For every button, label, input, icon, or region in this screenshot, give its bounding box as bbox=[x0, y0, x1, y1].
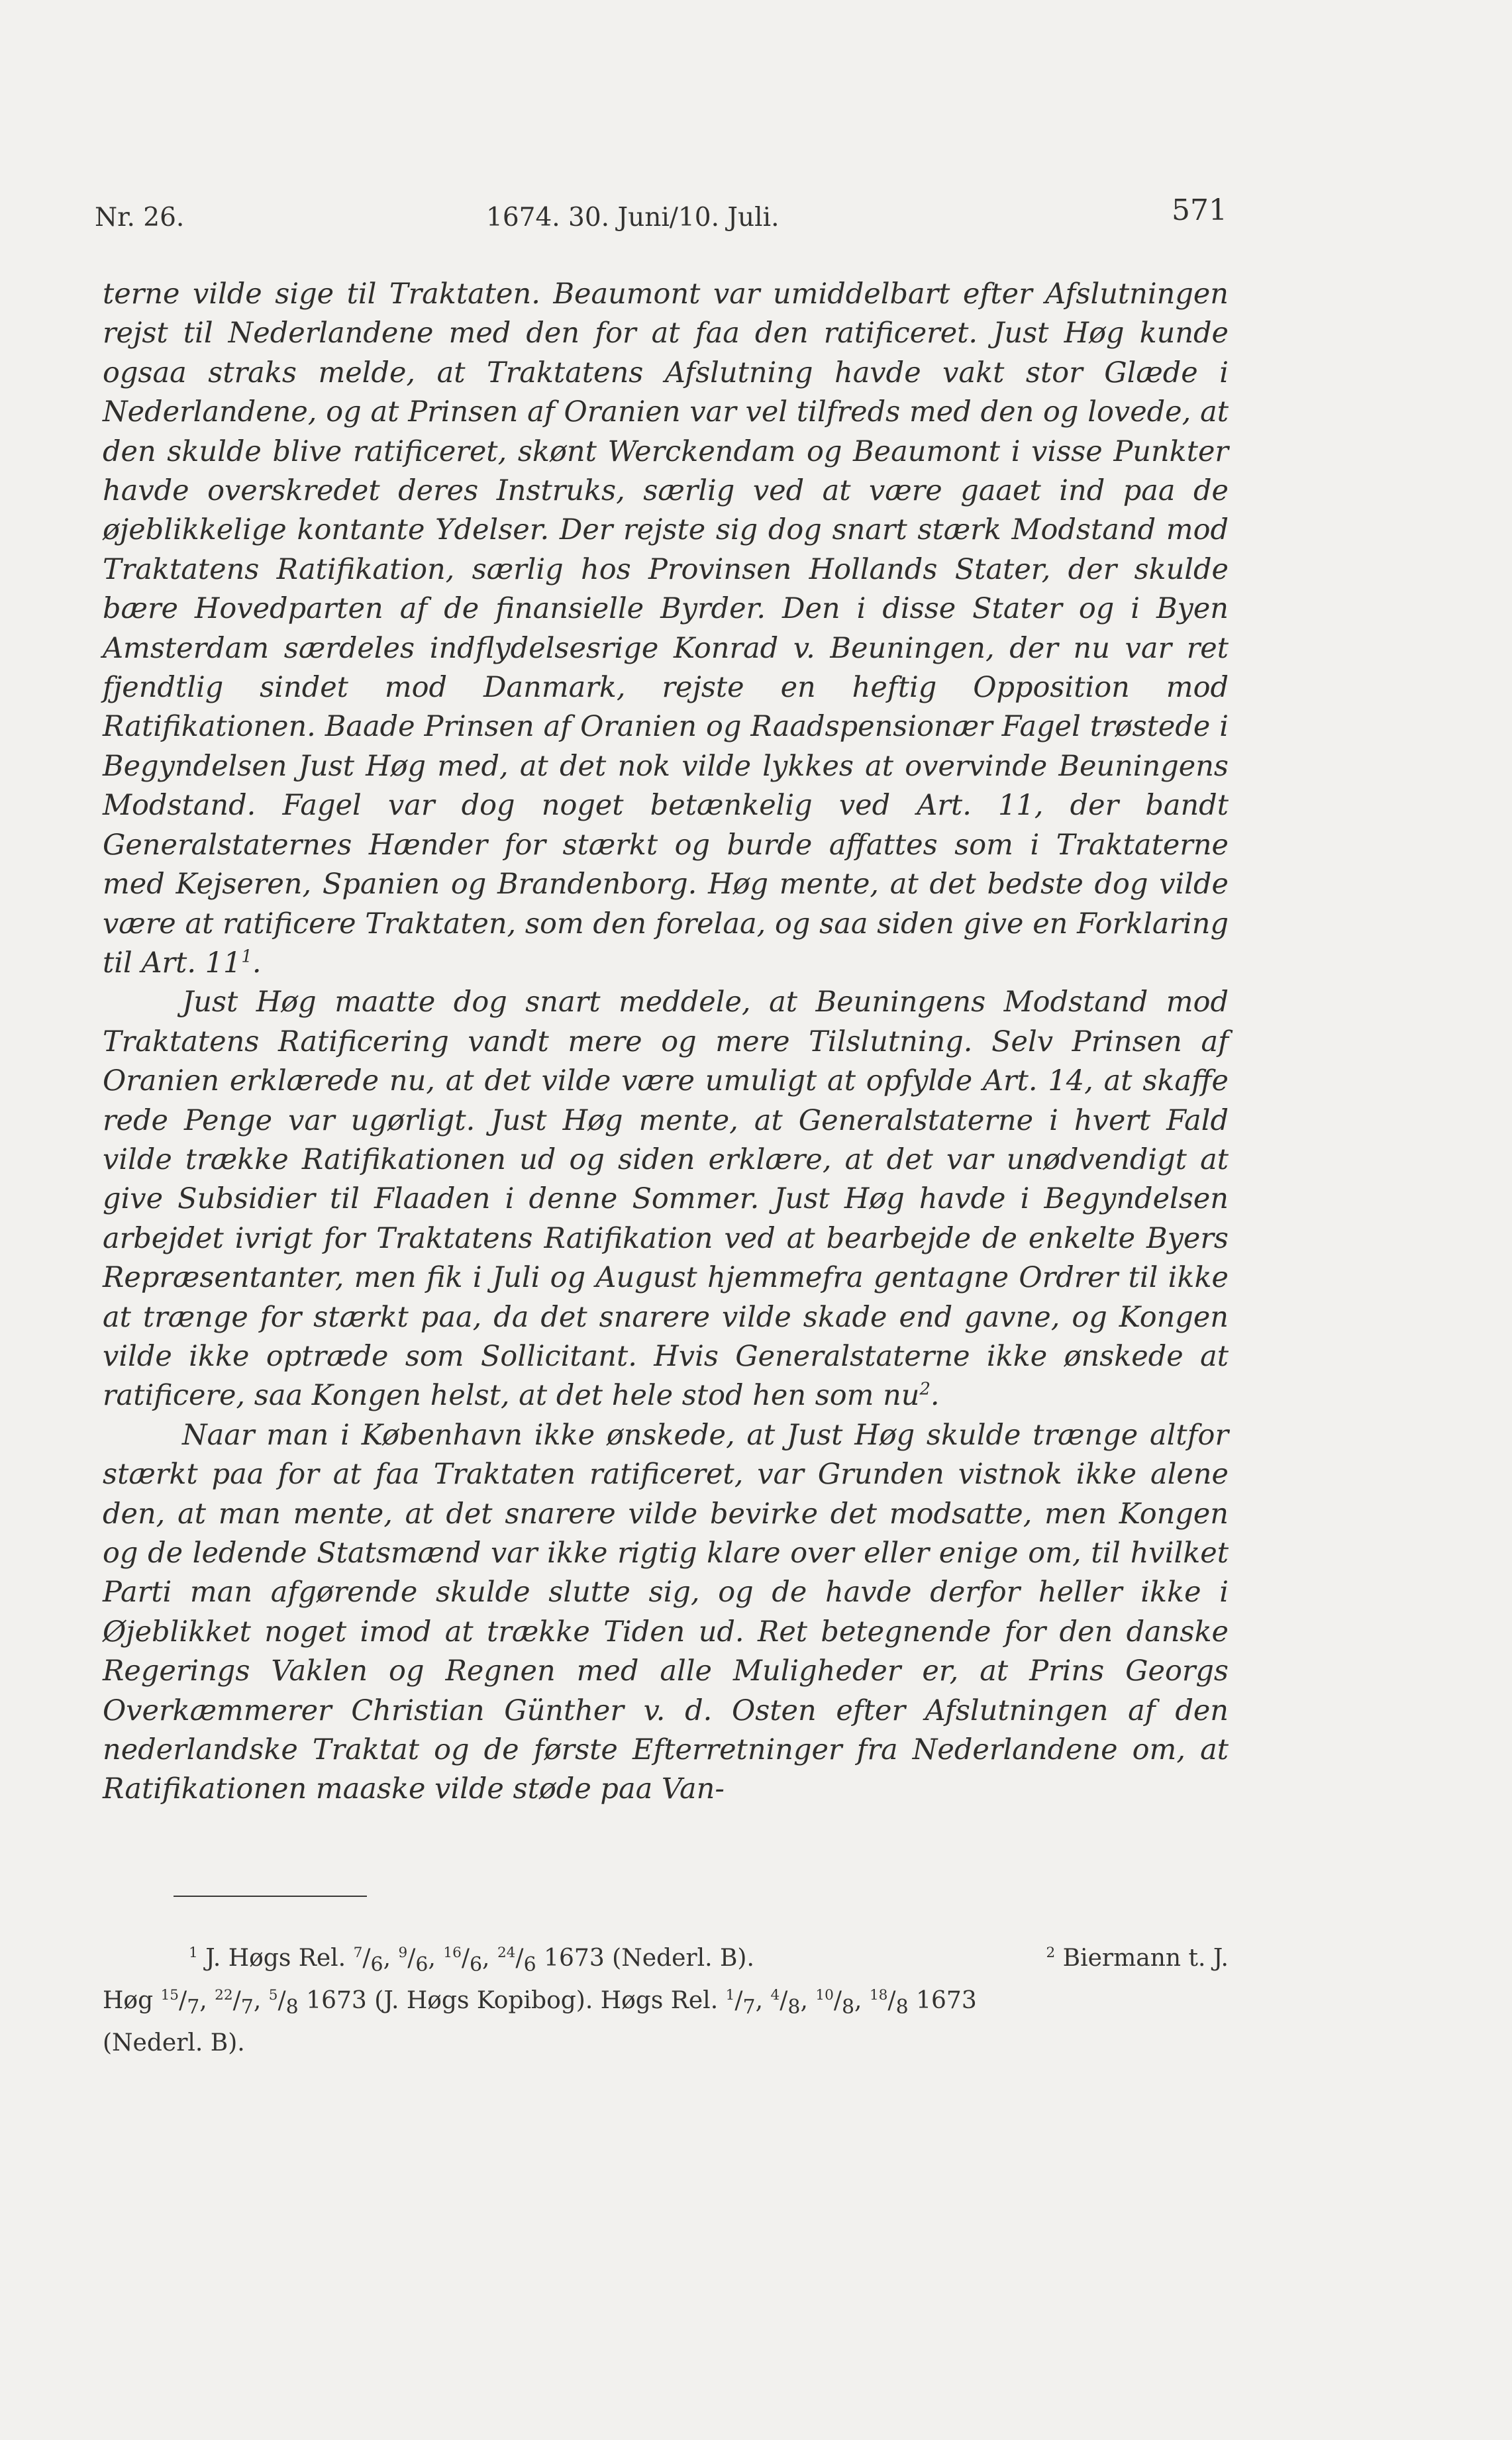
header-date: 1674. 30. Juni/10. Juli. bbox=[486, 203, 780, 232]
main-text bbox=[103, 275, 1229, 1809]
issue-number: Nr. 26. bbox=[95, 203, 185, 232]
footnote-2: Høg $^{15}/_7$, $^{22}/_7$, $^5/_8$ 1673 (J. Høgs Kopibog). Høgs Rel. $^1/_7$, $^4/_8$, $^{10}/_8$, $^{18}/_8$ 1673 bbox=[103, 1987, 977, 2019]
footnote-ref-2: 2 bbox=[919, 1380, 931, 1400]
footnotes bbox=[103, 1941, 1229, 2061]
footnote-separator bbox=[174, 1896, 367, 1897]
running-header bbox=[95, 193, 1227, 246]
footnote-1: $^1$ J. Høgs Rel. $^7/_6$, $^9/_6$, $^{16}/_6$, $^{24}/_6$ 1673 (Nederl. B). $^2$ Biermann t. J. bbox=[103, 1941, 1229, 1983]
footnote-2-start: $^2$ Biermann t. J. bbox=[1046, 1945, 1229, 1972]
footnote-ref-1: 1 bbox=[241, 946, 252, 967]
page-number: 571 bbox=[1172, 193, 1227, 227]
paragraph-2: Just Høg maatte dog snart meddele, at Beuningens Modstand mod Traktatens Ratificering vandt mere og mere Tilslutning. Selv Prinsen af Oranien erklærede nu, at det vilde være umuligt at opfylde Art. 14, at skaffe rede Penge var ugørligt. Just Høg mente, at Generalstaterne i hvert Fald vilde trække Ratifikationen ud og siden erklære, at det var unødvendigt at give Subsidier til Flaaden i denne Sommer. Just Høg havde i Begyndelsen arbejdet ivrigt for Traktatens Ratifikation ved at bearbejde de enkelte Byers Repræsentanter, men fik i Juli og August hjemmefra gentagne Ordrer til ikke at trænge for stærkt paa, da det snarere vilde skade end gavne, og Kongen vilde ikke optræde som Sollicitant. Hvis Generalstaterne ikke ønskede at ratificere, saa Kongen helst, at det hele stod hen som $nu^2$. bbox=[103, 986, 1229, 1413]
paragraph-1: terne vilde sige til Traktaten. Beaumont var umiddelbart efter Afslutningen rejst til Nederlandene med den for at faa den ratificeret. Just Høg kunde ogsaa straks melde, at Traktatens Afslutning havde vakt stor Glæde i Nederlandene, og at Prinsen af Oranien var vel tilfreds med den og lovede, at den skulde blive ratificeret, skønt Werckendam og Beaumont i visse Punkter havde overskredet deres Instruks, særlig ved at være gaaet ind paa de øjeblikkelige kontante Ydelser. Der rejste sig dog snart stærk Modstand mod Traktatens Ratifikation, særlig hos Provinsen Hollands Stater, der skulde bære Hovedparten af de finansielle Byrder. Den i disse Stater og i Byen Amsterdam særdeles indflydelsesrige Konrad v. Beuningen, der nu var ret fjendtlig sindet mod Danmark, rejste en heftig Opposition mod Ratifikationen. Baade Prinsen af Oranien og Raadspensionær Fagel trøstede i Begyndelsen Just Høg med, at det nok vilde lykkes at overvinde Beuningens Modstand. Fagel var dog noget betænkelig ved Art. 11, der bandt Generalstaternes Hænder for stærkt og burde affattes som i Traktaterne med Kejseren, Spanien og Brandenborg. Høg mente, at det bedste dog vilde være at ratificere Traktaten, som den forelaa, og saa siden give en Forklaring til Art. $11^1$. bbox=[103, 278, 1229, 980]
footnote-2-end: (Nederl. B). bbox=[103, 2029, 245, 2057]
paragraph-3: Naar man i København ikke ønskede, at Just Høg skulde trænge altfor stærkt paa for at faa Traktaten ratificeret, var Grunden vistnok ikke alene den, at man mente, at det snarere vilde bevirke det modsatte, men Kongen og de ledende Statsmænd var ikke rigtig klare over eller enige om, til hvilket Parti man afgørende skulde slutte sig, og de havde derfor heller ikke i Øjeblikket noget imod at trække Tiden ud. Ret betegnende for den danske Regerings Vaklen og Regnen med alle Muligheder er, at Prins Georgs Overkæmmerer Christian Günther v. d. Osten efter Afslutningen af den nederlandske Traktat og de første Efterretninger fra Nederlandene om, at Ratifikationen maaske vilde støde paa Van- bbox=[103, 1418, 1229, 1806]
